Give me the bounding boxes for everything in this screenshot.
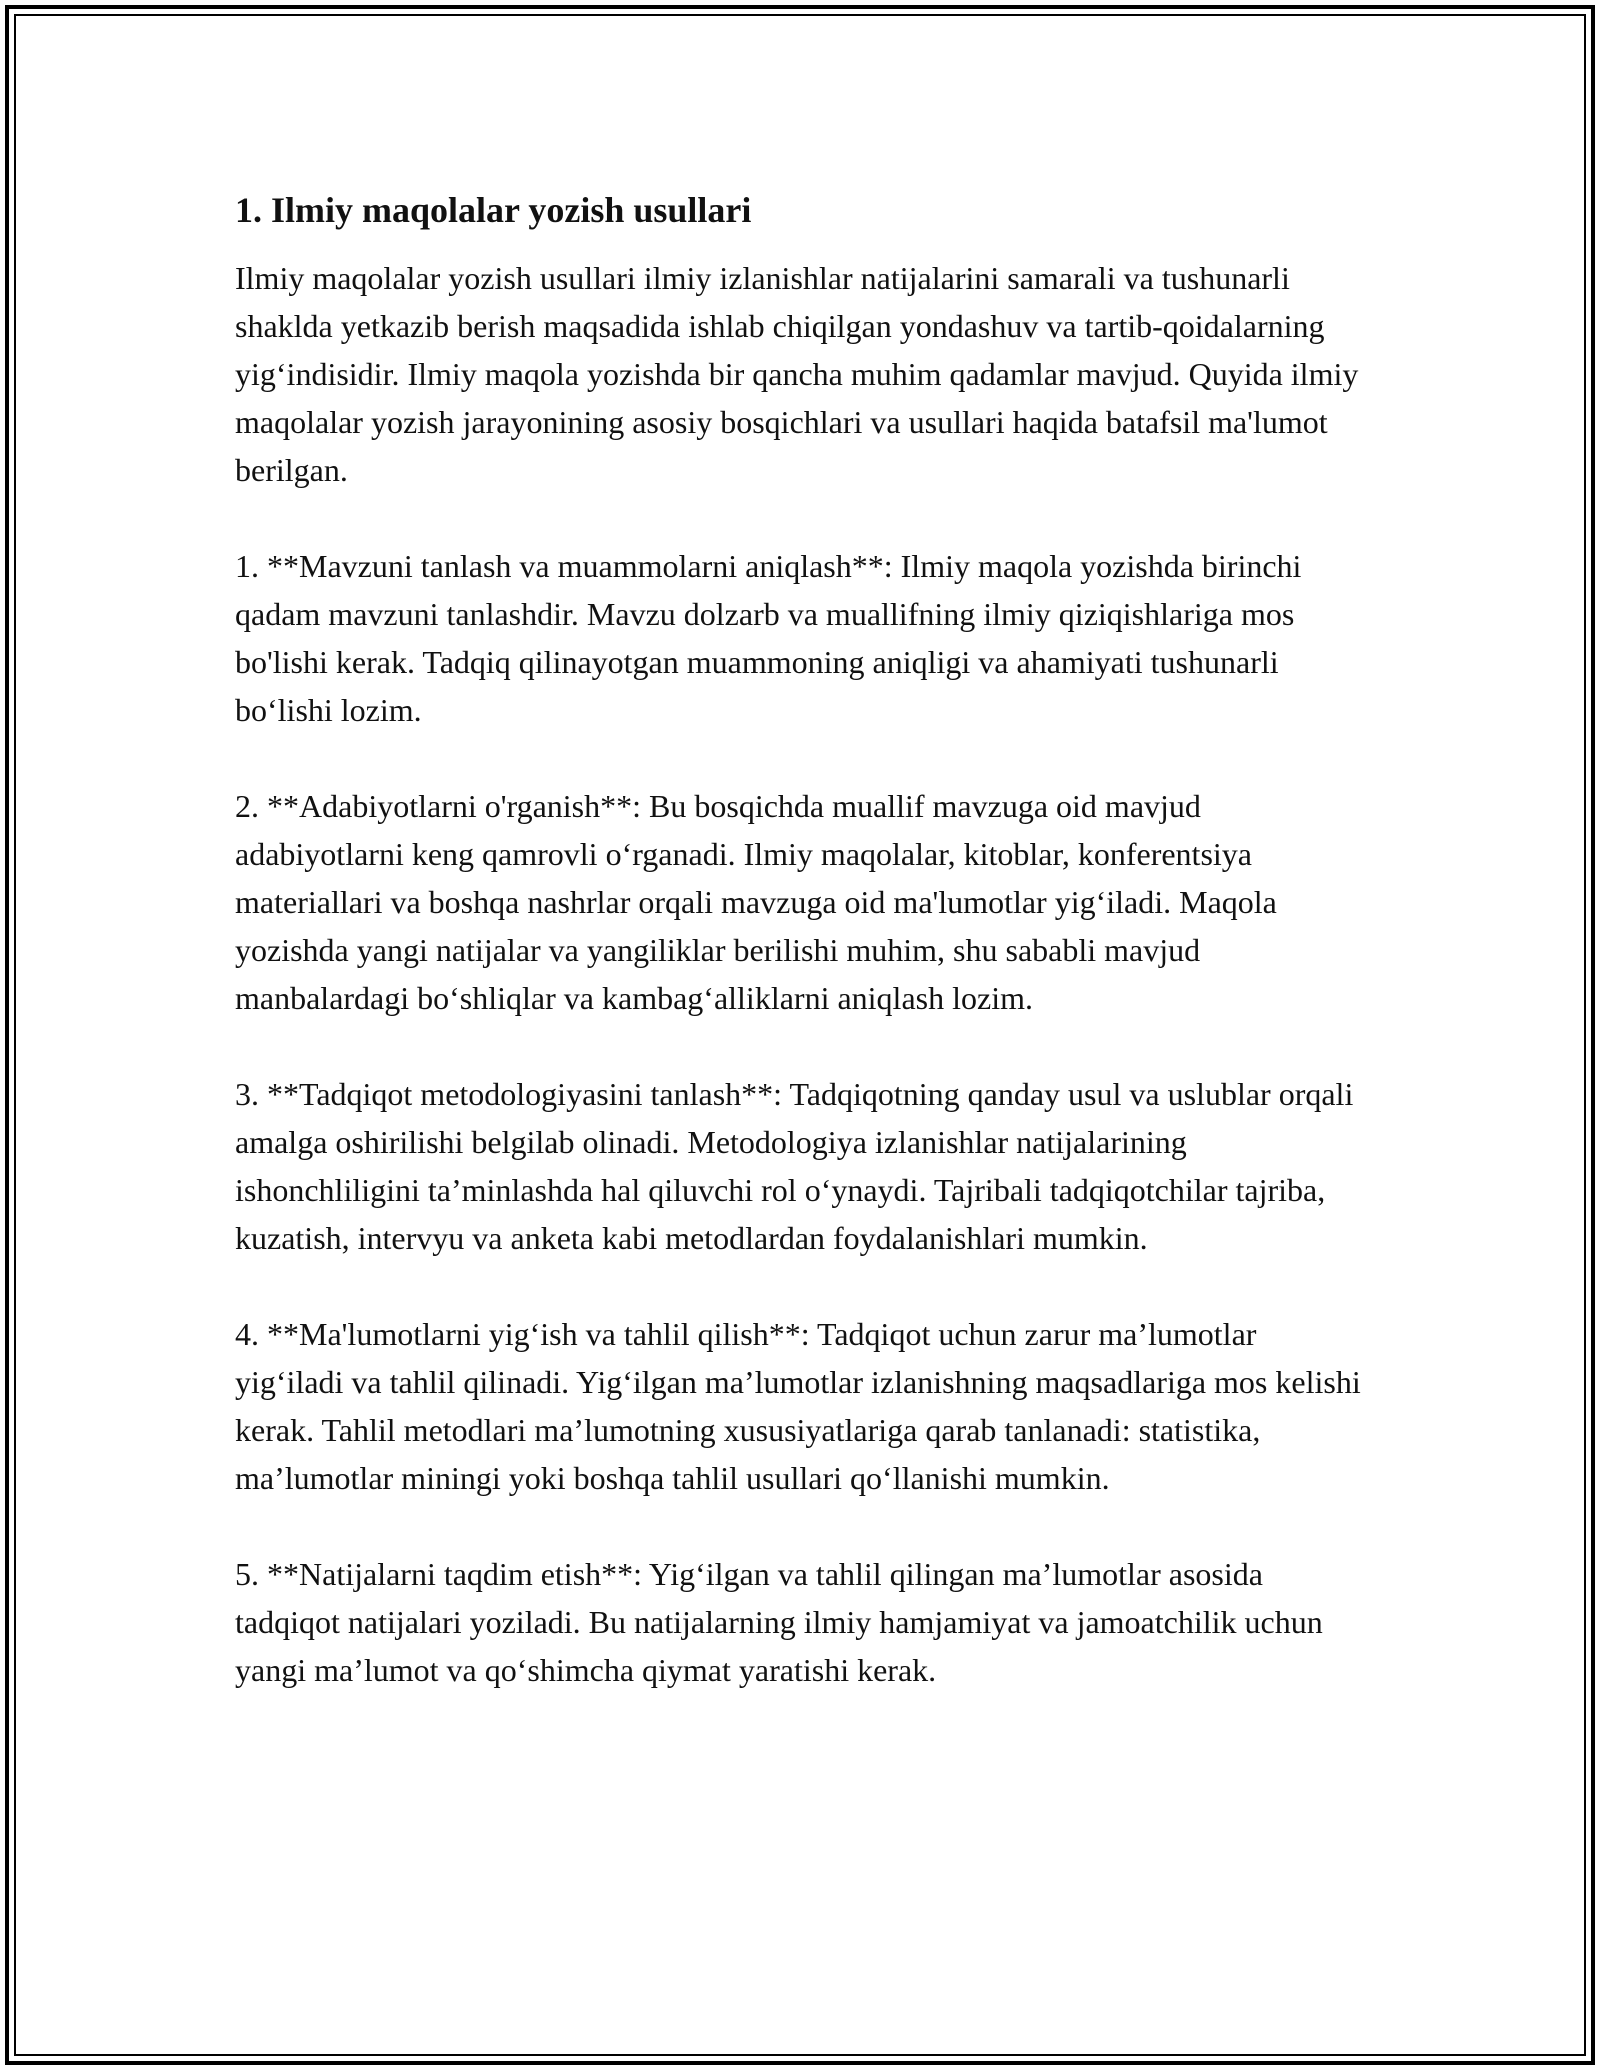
intro-paragraph: Ilmiy maqolalar yozish usullari ilmiy izlanishlar natijalarini samarali va tushunarli shaklda yetkazib berish maqsadida ishlab chiqilgan yondashuv va tartib-qoidalarning yig‘indisidir. Ilmiy maqola yozishda bir qancha muhim qadamlar mavjud. Quyida ilmiy maqolalar yozish jarayonining asosiy bosqichlari va usullari haqida batafsil ma'lumot berilgan. bbox=[235, 260, 1359, 488]
document-body bbox=[235, 186, 1365, 1694]
step-1-paragraph: 1. **Mavzuni tanlash va muammolarni aniqlash**: Ilmiy maqola yozishda birinchi qadam mavzuni tanlashdir. Mavzu dolzarb va muallifning ilmiy qiziqishlariga mos bo'lishi kerak. Tadqiq qilinayotgan muammoning aniqligi va ahamiyati tushunarli bo‘lishi lozim. bbox=[235, 548, 1302, 728]
step-3-paragraph: 3. **Tadqiqot metodologiyasini tanlash**: Tadqiqotning qanday usul va uslublar orqali amalga oshirilishi belgilab olinadi. Metodologiya izlanishlar natijalarining ishonchliligini ta’minlashda hal qiluvchi rol o‘ynaydi. Tajribali tadqiqotchilar tajriba, kuzatish, intervyu va anketa kabi metodlardan foydalanishlari mumkin. bbox=[235, 1076, 1354, 1256]
step-4-paragraph: 4. **Ma'lumotlarni yig‘ish va tahlil qilish**: Tadqiqot uchun zarur ma’lumotlar yig‘iladi va tahlil qilinadi. Yig‘ilgan ma’lumotlar izlanishning maqsadlariga mos kelishi kerak. Tahlil metodlari ma’lumotning xususiyatlariga qarab tanlanadi: statistika, ma’lumotlar miningi yoki boshqa tahlil usullari qo‘llanishi mumkin. bbox=[235, 1316, 1361, 1496]
step-5-paragraph: 5. **Natijalarni taqdim etish**: Yig‘ilgan va tahlil qilingan ma’lumotlar asosida tadqiqot natijalari yoziladi. Bu natijalarning ilmiy hamjamiyat va jamoatchilik uchun yangi ma’lumot va qo‘shimcha qiymat yaratishi kerak. bbox=[235, 1556, 1323, 1688]
step-2-paragraph: 2. **Adabiyotlarni o'rganish**: Bu bosqichda muallif mavzuga oid mavjud adabiyotlarni keng qamrovli o‘rganadi. Ilmiy maqolalar, kitoblar, konferentsiya materiallari va boshqa nashrlar orqali mavzuga oid ma'lumotlar yig‘iladi. Maqola yozishda yangi natijalar va yangiliklar berilishi muhim, shu sababli mavjud manbalardagi bo‘shliqlar va kambag‘alliklarni aniqlash lozim. bbox=[235, 788, 1277, 1016]
section-heading: 1. Ilmiy maqolalar yozish usullari bbox=[235, 190, 752, 230]
